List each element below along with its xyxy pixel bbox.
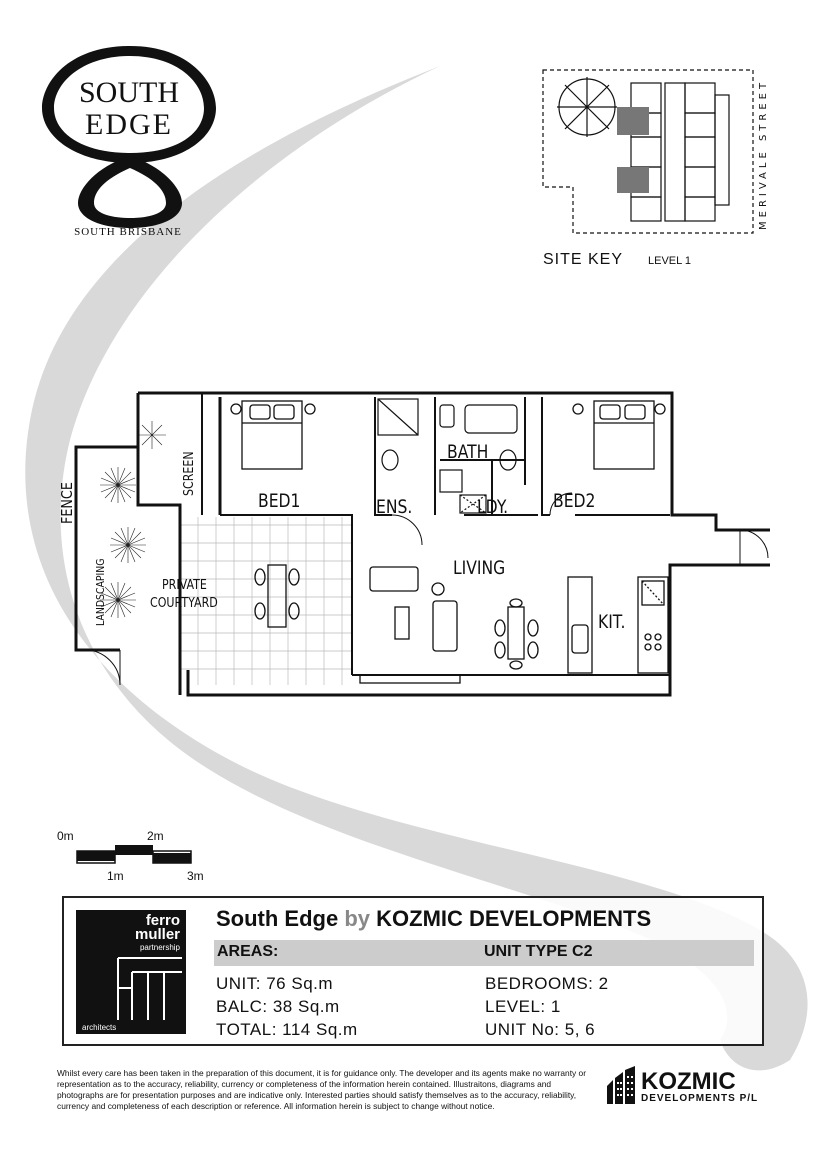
balcony-area: BALC: 38 Sq.m bbox=[216, 997, 340, 1016]
kozmic-building-icon bbox=[605, 1066, 639, 1106]
disclaimer-text: Whilst every care has been taken in the preparation of this document, it is for guidance only. The developer and its agents make no warranty or representation as to the accuracy, reliability, currency or completeness of the information herein contained. Illustraitons, diagrams and photographs are for presentation purposes and are indicative only. Interested parties should satisfy themselves as to the accuracy, reliability, currency and completeness of each description or reference. All information herein is subject to change without notice. bbox=[57, 1068, 587, 1111]
unit-type-heading: UNIT TYPE C2 bbox=[484, 943, 593, 960]
courtyard-table bbox=[255, 565, 299, 627]
scale-1m: 1m bbox=[107, 869, 124, 883]
street-label bbox=[756, 62, 776, 232]
unit-area: UNIT: 76 Sq.m bbox=[216, 974, 334, 993]
landscaping-plants bbox=[100, 421, 166, 618]
living-furniture bbox=[360, 567, 538, 683]
logo-line2: EDGE bbox=[85, 108, 173, 141]
level: LEVEL: 1 bbox=[485, 997, 561, 1016]
info-box bbox=[62, 896, 764, 1046]
total-area: TOTAL: 114 Sq.m bbox=[216, 1020, 358, 1039]
label-courtyard: COURTYARD bbox=[150, 596, 218, 611]
room-ensuite: ENS. bbox=[376, 496, 413, 518]
site-key-label: SITE KEY bbox=[543, 251, 624, 268]
areas-header-bar bbox=[214, 940, 754, 966]
architect-name-line3: partnership bbox=[139, 943, 180, 952]
architect-mark-icon bbox=[76, 910, 186, 1034]
room-kitchen: KIT. bbox=[598, 611, 626, 633]
developer-subtitle: DEVELOPMENTS P/L bbox=[641, 1093, 759, 1104]
title-by: by bbox=[344, 906, 371, 931]
scale-0m: 0m bbox=[57, 829, 74, 843]
bedrooms: BEDROOMS: 2 bbox=[485, 974, 609, 993]
site-key-diagram bbox=[535, 65, 757, 237]
logo-line1: SOUTH bbox=[78, 76, 179, 109]
room-living: LIVING bbox=[453, 557, 506, 579]
room-bed2: BED2 bbox=[553, 490, 596, 512]
bed2 bbox=[573, 401, 665, 469]
south-edge-logo bbox=[38, 38, 218, 243]
title-main: South Edge bbox=[216, 906, 339, 931]
floor-plan bbox=[60, 385, 780, 705]
label-landscaping: LANDSCAPING bbox=[94, 558, 107, 626]
scale-3m: 3m bbox=[187, 869, 204, 883]
label-screen: SCREEN bbox=[182, 451, 197, 496]
project-title bbox=[216, 906, 651, 932]
scale-2m: 2m bbox=[147, 829, 164, 843]
title-developer: KOZMIC DEVELOPMENTS bbox=[376, 906, 652, 931]
room-bed1: BED1 bbox=[258, 490, 301, 512]
bed1 bbox=[231, 401, 315, 469]
logo-subtitle: SOUTH BRISBANE bbox=[74, 226, 182, 238]
room-bath: BATH bbox=[447, 441, 489, 463]
unit-number: UNIT No: 5, 6 bbox=[485, 1020, 596, 1039]
architect-logo bbox=[76, 910, 186, 1034]
site-key-level: LEVEL 1 bbox=[648, 255, 692, 267]
scale-bar-graphic bbox=[75, 843, 195, 865]
architect-name-line1: ferro bbox=[145, 912, 180, 929]
label-private: PRIVATE bbox=[162, 578, 207, 593]
street-name: MERIVALE STREET bbox=[758, 78, 769, 230]
areas-heading: AREAS: bbox=[217, 943, 279, 960]
room-laundry: LDY. bbox=[477, 496, 509, 518]
architect-role: architects bbox=[82, 1023, 117, 1032]
developer-logo bbox=[605, 1066, 770, 1108]
label-fence: FENCE bbox=[58, 482, 76, 524]
developer-name: KOZMIC bbox=[641, 1068, 736, 1095]
architect-name-line2: muller bbox=[134, 926, 180, 943]
